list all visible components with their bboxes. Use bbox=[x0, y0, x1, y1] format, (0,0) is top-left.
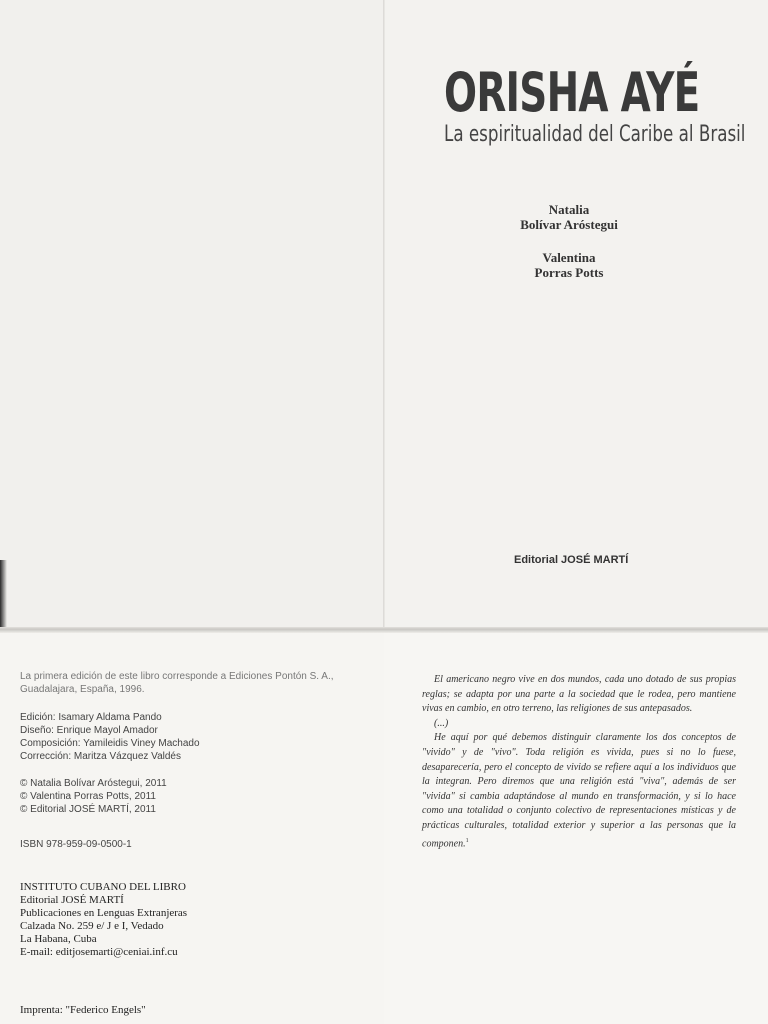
publisher-info-line: La Habana, Cuba bbox=[20, 933, 97, 945]
credits bbox=[20, 670, 370, 959]
page-gutter bbox=[383, 0, 385, 630]
page-fold bbox=[0, 627, 768, 633]
staff-credits bbox=[20, 711, 370, 763]
author bbox=[484, 202, 654, 232]
title-block bbox=[444, 61, 746, 147]
publisher-info-line: INSTITUTO CUBANO DEL LIBRO bbox=[20, 881, 186, 893]
copyright-line: © Valentina Porras Potts, 2011 bbox=[20, 791, 156, 802]
staff-line: Composición: Yamileidis Viney Machado bbox=[20, 738, 200, 749]
quote-ellipsis: (...) bbox=[434, 717, 449, 729]
publisher-info bbox=[20, 881, 370, 959]
publisher-email: E-mail: editjosemarti@ceniai.inf.cu bbox=[20, 946, 178, 958]
staff-line: Corrección: Maritza Vázquez Valdés bbox=[20, 751, 181, 762]
first-edition-note: La primera edición de este libro corresponde a Ediciones Pontón S. A., Guadalajara, España, 1996. bbox=[20, 671, 334, 695]
author-first-name: Natalia bbox=[548, 202, 590, 217]
author-last-name: Porras Potts bbox=[534, 265, 604, 280]
footnote-marker: 1 bbox=[465, 837, 469, 844]
printer-credit: Imprenta: "Federico Engels" bbox=[20, 1004, 146, 1016]
quote-paragraph-text: He aquí por qué debemos distinguir claramente los dos conceptos de "vivido" y de "vivo". Toda religión es vivida, pues si no lo fuese, desaparecería, pero el concepto de vivido se refiere aquí a los individuos que la integran. Pero diremos que una religión está "viva", además de ser "vivida" si cambia adaptándose al mundo en transformación, y si lo hace como una totalidad o conjunto colectivo de representaciones místicas y de prácticas culturales, totalidad exterior y superior a las personas que la componen. bbox=[422, 732, 736, 849]
copyright-line: © Natalia Bolívar Aróstegui, 2011 bbox=[20, 778, 167, 789]
quote-paragraph: El americano negro vive en dos mundos, cada uno dotado de sus propias reglas; se adapta por una parte a la sociedad que le rodea, pero mantiene vivas en cambio, en otro terreno, las religiones de sus antepasados. bbox=[422, 674, 736, 715]
epigraph-quote bbox=[422, 673, 736, 851]
book-subtitle: La espiritualidad del Caribe al Brasil bbox=[444, 122, 746, 147]
publisher-imprint: Editorial JOSÉ MARTÍ bbox=[514, 554, 629, 566]
staff-line: Edición: Isamary Aldama Pando bbox=[20, 712, 162, 723]
publisher-info-line: Editorial JOSÉ MARTÍ bbox=[20, 894, 124, 906]
blank-page bbox=[0, 0, 384, 630]
isbn: ISBN 978-959-09-0500-1 bbox=[20, 839, 132, 850]
publisher-info-line: Publicaciones en Lenguas Extranjeras bbox=[20, 907, 188, 919]
quote-paragraph bbox=[422, 731, 736, 851]
authors bbox=[484, 202, 654, 298]
copyright-notices bbox=[20, 777, 370, 816]
book-title: ORISHA AYÉ bbox=[444, 61, 700, 124]
scan-shadow-edge bbox=[0, 560, 7, 630]
publisher-info-line: Calzada No. 259 e/ J e I, Vedado bbox=[20, 920, 164, 932]
staff-line: Diseño: Enrique Mayol Amador bbox=[20, 725, 158, 736]
author bbox=[484, 250, 654, 280]
author-last-name: Bolívar Aróstegui bbox=[520, 217, 618, 232]
copyright-line: © Editorial JOSÉ MARTÍ, 2011 bbox=[20, 804, 156, 815]
author-first-name: Valentina bbox=[542, 250, 596, 265]
